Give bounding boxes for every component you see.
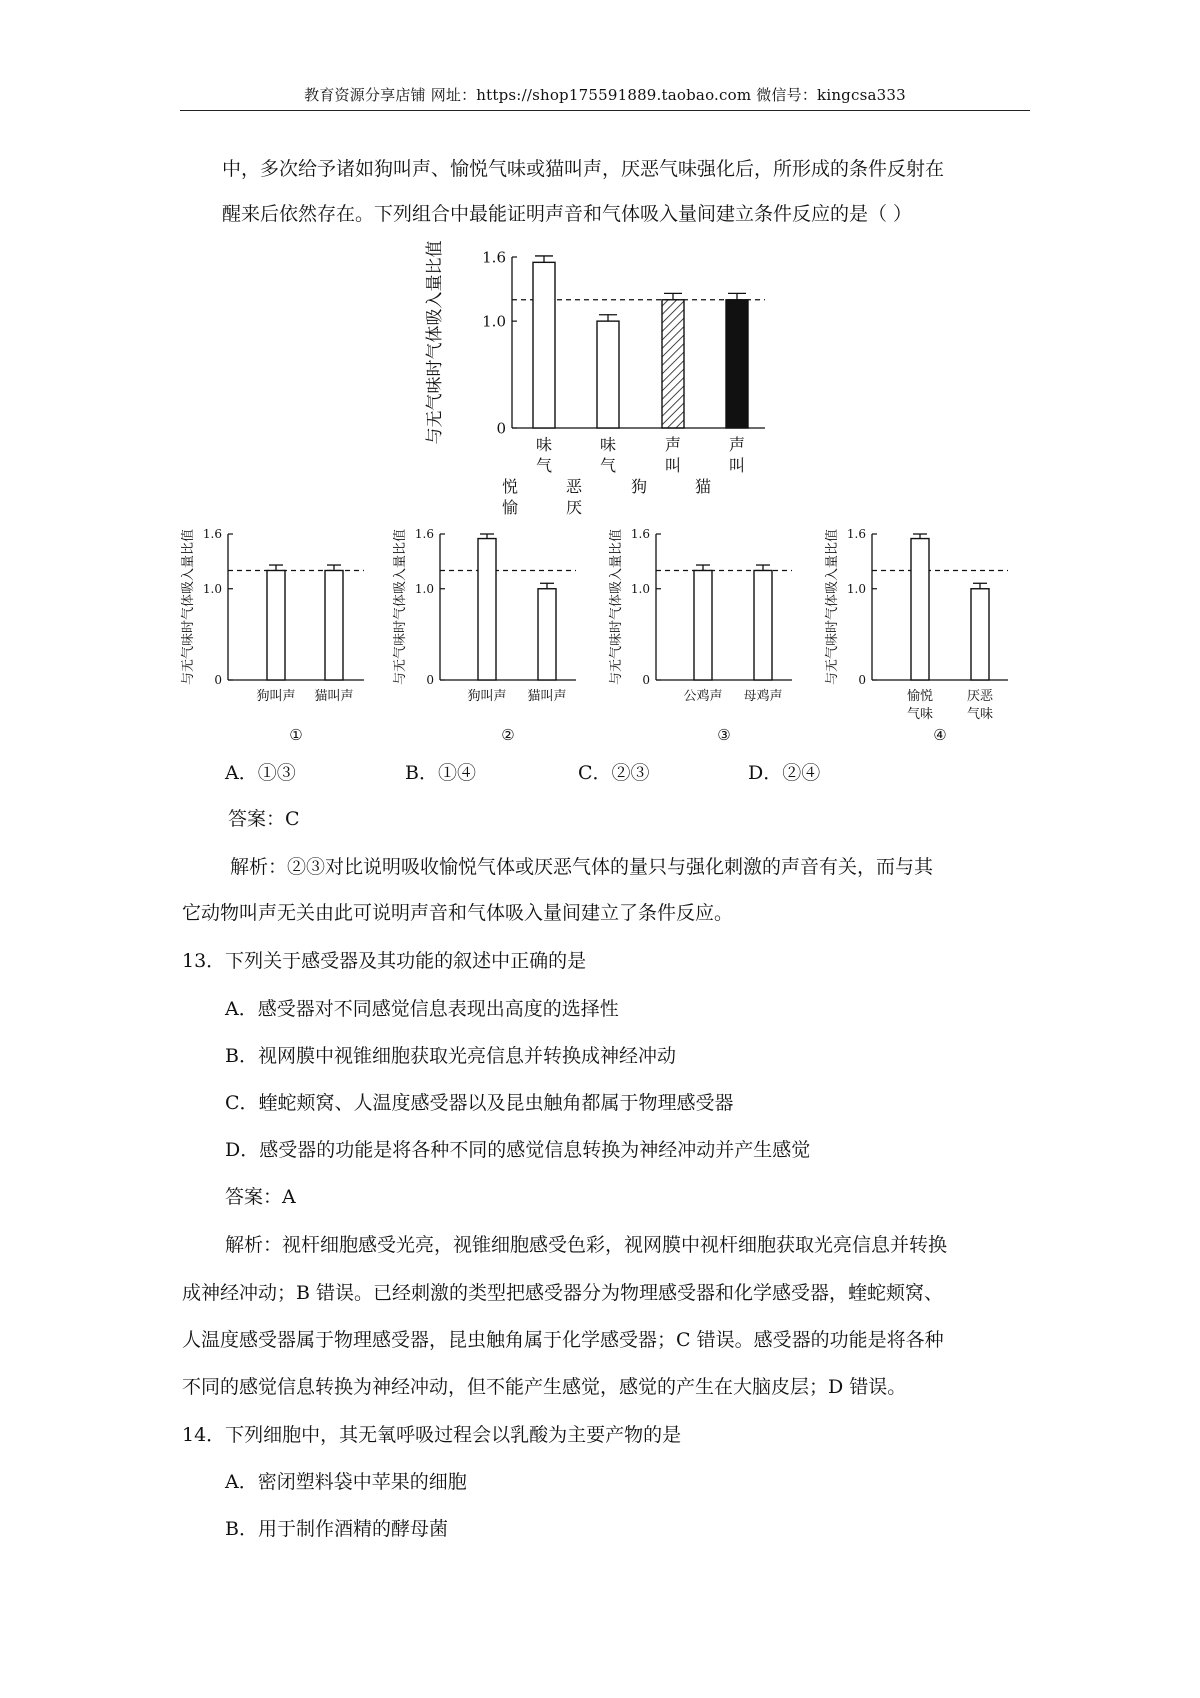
y-tick-label: 1.0 [630, 581, 650, 596]
y-tick-label: 0 [858, 673, 866, 688]
chart-caption: ④ [933, 726, 947, 744]
category-label: 公鸡声 [683, 689, 723, 704]
q13-option-b: B．视网膜中视锥细胞获取光亮信息并转换成神经冲动 [225, 1045, 676, 1067]
q13-answer: 答案：A [225, 1186, 296, 1208]
q12-intro-line1: 中，多次给予诸如狗叫声、愉悦气味或猫叫声，厌恶气味强化后，所形成的条件反射在 [222, 158, 945, 180]
chart-1 [178, 522, 388, 744]
y-tick-label: 1.6 [414, 527, 434, 542]
category-label: 恶 [565, 477, 583, 496]
chart-4 [822, 522, 1032, 744]
q12-option-a: A．①③ [225, 762, 296, 784]
category-label: 气味 [966, 707, 994, 722]
y-tick-label: 1.0 [202, 581, 222, 596]
category-label: 声 [728, 435, 746, 454]
y-axis-label: 与无气味时气体吸入量比值 [425, 240, 445, 445]
bar-4 [726, 300, 748, 428]
main-bar-chart [420, 242, 780, 522]
y-axis-label: 与无气味时气体吸入量比值 [393, 528, 408, 686]
category-label: 狗叫声 [467, 689, 507, 704]
category-label: 叫 [664, 456, 682, 475]
page-header: 教育资源分享店铺 网址：https://shop175591889.taobao.com 微信号：kingcsa333 [304, 86, 906, 104]
q12-answer: 答案：C [228, 808, 300, 830]
y-tick-label: 0 [496, 419, 506, 438]
y-tick-label: 1.6 [846, 527, 866, 542]
q13-option-c: C．蝰蛇颊窝、人温度感受器以及昆虫触角都属于物理感受器 [225, 1092, 734, 1114]
category-label: 愉悦 [906, 689, 934, 704]
q12-intro-line2: 醒来后依然存在。下列组合中最能证明声音和气体吸入量间建立条件反应的是（ ） [222, 203, 913, 225]
category-label: 狗叫声 [256, 689, 296, 704]
category-label: 愉 [501, 498, 519, 517]
q13-analysis-line2: 成神经冲动；B 错误。已经刺激的类型把感受器分为物理感受器和化学感受器，蝰蛇颊窝、 [182, 1282, 944, 1304]
category-label: 狗 [630, 477, 648, 496]
y-tick-label: 1.6 [202, 527, 222, 542]
y-axis-label: 与无气味时气体吸入量比值 [181, 528, 196, 686]
bar-2 [971, 589, 989, 680]
category-label: 气 [599, 456, 617, 475]
bar-1 [911, 539, 929, 680]
chart-caption: ① [289, 726, 303, 744]
y-tick-label: 1.0 [414, 581, 434, 596]
chart-3 [606, 522, 816, 744]
bar-2 [754, 571, 772, 681]
category-label: 猫叫声 [314, 689, 354, 704]
category-label: 悦 [501, 477, 519, 496]
bar-1 [694, 571, 712, 681]
q12-option-b: B．①④ [405, 762, 476, 784]
chart-caption: ② [501, 726, 515, 744]
q14-option-b: B．用于制作酒精的酵母菌 [225, 1518, 448, 1540]
bar-1 [478, 539, 496, 680]
q13-stem: 13．下列关于感受器及其功能的叙述中正确的是 [182, 950, 587, 972]
y-tick-label: 1.6 [630, 527, 650, 542]
y-tick-label: 1.6 [482, 248, 506, 267]
bar-2 [538, 589, 556, 680]
chart-2 [390, 522, 600, 744]
q14-option-a: A．密闭塑料袋中苹果的细胞 [225, 1471, 467, 1493]
header-divider [180, 110, 1030, 111]
category-label: 声 [664, 435, 682, 454]
q13-option-d: D．感受器的功能是将各种不同的感觉信息转换为神经冲动并产生感觉 [225, 1139, 811, 1161]
q12-analysis-line2: 它动物叫声无关由此可说明声音和气体吸入量间建立了条件反应。 [182, 902, 734, 924]
bar-2 [597, 321, 619, 428]
category-label: 厌恶 [966, 689, 994, 704]
y-tick-label: 0 [214, 673, 222, 688]
category-label: 味 [535, 435, 553, 454]
category-label: 气 [535, 456, 553, 475]
bar-1 [533, 262, 555, 428]
y-tick-label: 1.0 [846, 581, 866, 596]
y-axis-label: 与无气味时气体吸入量比值 [825, 528, 840, 686]
q12-option-d: D．②④ [748, 762, 821, 784]
bar-2 [325, 571, 343, 681]
chart-caption: ③ [717, 726, 731, 744]
bar-3 [662, 300, 684, 428]
category-label: 猫叫声 [527, 689, 567, 704]
category-label: 气味 [906, 707, 934, 722]
category-label: 味 [599, 435, 617, 454]
bar-1 [267, 571, 285, 681]
q13-analysis-line3: 人温度感受器属于物理感受器，昆虫触角属于化学感受器；C 错误。感受器的功能是将各种 [182, 1329, 944, 1351]
category-label: 厌 [565, 498, 583, 517]
y-tick-label: 0 [642, 673, 650, 688]
category-label: 叫 [728, 456, 746, 475]
q14-stem: 14．下列细胞中，其无氧呼吸过程会以乳酸为主要产物的是 [182, 1424, 682, 1446]
q13-analysis-line1: 解析：视杆细胞感受光亮，视锥细胞感受色彩，视网膜中视杆细胞获取光亮信息并转换 [225, 1234, 948, 1256]
y-tick-label: 1.0 [482, 312, 506, 331]
y-tick-label: 0 [426, 673, 434, 688]
q12-option-c: C．②③ [578, 762, 650, 784]
category-label: 母鸡声 [743, 689, 783, 704]
q12-analysis-line1: 解析：②③对比说明吸收愉悦气体或厌恶气体的量只与强化刺激的声音有关，而与其 [230, 856, 934, 878]
category-label: 猫 [694, 477, 712, 496]
q13-analysis-line4: 不同的感觉信息转换为神经冲动，但不能产生感觉，感觉的产生在大脑皮层；D 错误。 [182, 1376, 907, 1398]
y-axis-label: 与无气味时气体吸入量比值 [609, 528, 624, 686]
q13-option-a: A．感受器对不同感觉信息表现出高度的选择性 [225, 998, 619, 1020]
